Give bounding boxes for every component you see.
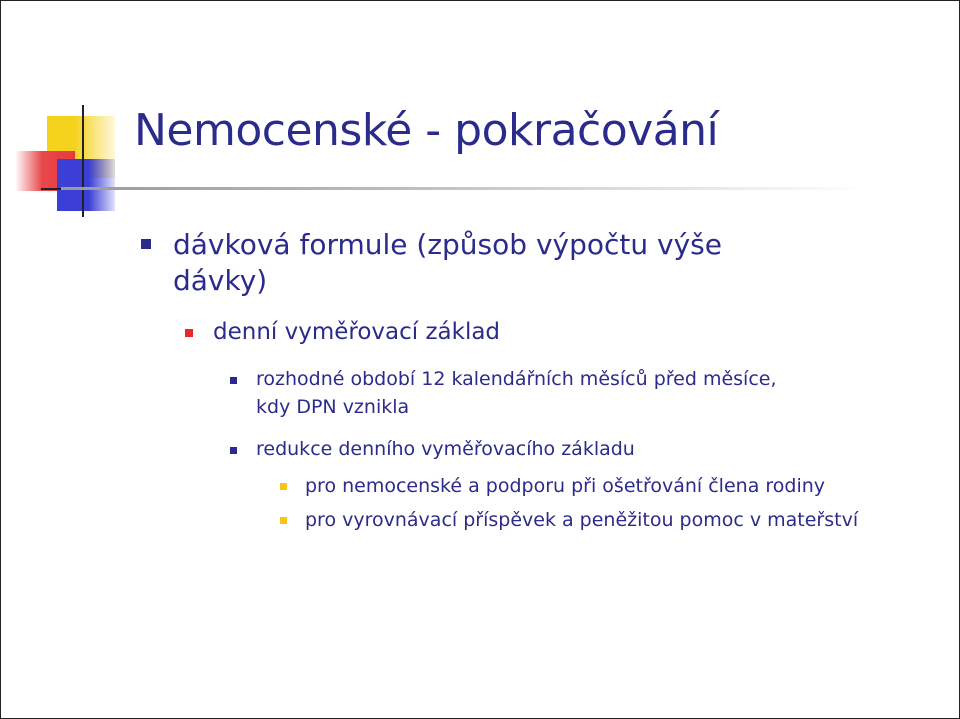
- bullet-square-icon: [230, 447, 237, 454]
- bullet-level1-line2: dávky): [173, 264, 268, 297]
- bullet-square-icon: [280, 483, 287, 490]
- title-underline: [61, 187, 871, 190]
- bullet-square-icon: [230, 377, 237, 384]
- slide-title: Nemocenské - pokračování: [134, 105, 719, 156]
- logo-vertical-line: [82, 105, 84, 217]
- bullet-level4-a: pro nemocenské a podporu při ošetřování člena rodiny: [305, 475, 826, 497]
- bullet-square-icon: [280, 517, 287, 524]
- bullet-square-icon: [185, 329, 193, 337]
- bullet-level1: [173, 227, 722, 299]
- bullet-level2: denní vyměřovací základ: [213, 319, 501, 345]
- bullet-level4-b: pro vyrovnávací příspěvek a peněžitou pomoc v mateřství: [305, 509, 859, 531]
- bullet-level1-line1: dávková formule (způsob výpočtu výše: [173, 228, 722, 261]
- logo-blue-square: [57, 159, 115, 211]
- bullet-level3-a-line2: kdy DPN vznikla: [256, 396, 410, 418]
- bullet-square-icon: [141, 239, 151, 249]
- bullet-level3-a-line1: rozhodné období 12 kalendářních měsíců před měsíce,: [256, 368, 777, 390]
- bullet-level3-b: redukce denního vyměřovacího základu: [256, 438, 635, 460]
- bullet-level3-a: [256, 365, 777, 421]
